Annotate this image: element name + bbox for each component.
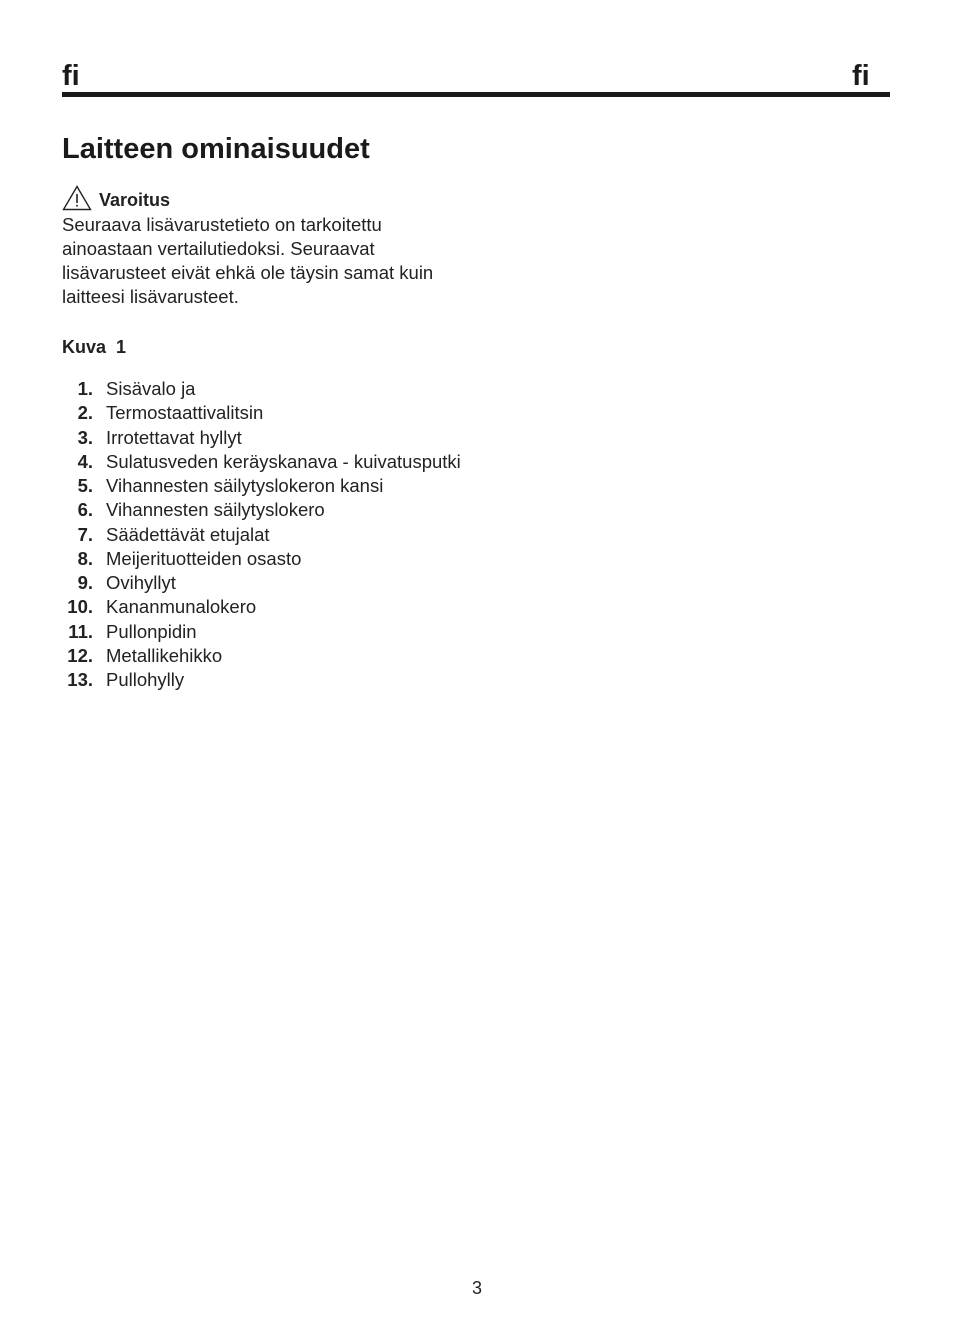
item-label: Säädettävät etujalat: [106, 523, 270, 545]
item-label: Irrotettavat hyllyt: [106, 426, 242, 448]
list-item: [62, 426, 461, 450]
warning-heading: [62, 184, 170, 212]
list-item: [62, 377, 461, 401]
list-item: [62, 523, 461, 547]
item-number: 1.: [77, 378, 93, 399]
list-item: [62, 498, 461, 522]
list-item: [62, 450, 461, 474]
list-item: [62, 474, 461, 498]
warning-text: Seuraava lisävarustetieto on tarkoitettu ainoastaan vertailutiedoksi. Seuraavat lisävarusteet eivät ehkä ole täysin samat kuin laitteesi lisävarusteet.: [62, 214, 434, 307]
item-number: 4.: [77, 450, 93, 472]
list-item: [62, 571, 461, 595]
item-number: 9.: [77, 572, 93, 593]
list-item: [62, 595, 461, 619]
item-label: Metallikehikko: [106, 644, 223, 666]
language-code-left: fi: [62, 60, 80, 92]
item-number: 7.: [77, 523, 93, 545]
item-label: Pullohylly: [106, 669, 185, 690]
page-number: 3: [471, 1278, 482, 1298]
item-label: Vihannesten säilytyslokero: [106, 499, 325, 521]
list-item: [62, 547, 461, 571]
warning-label: Varoitus: [99, 190, 171, 210]
item-number: 3.: [77, 426, 93, 448]
warning-triangle-icon: [62, 185, 92, 211]
item-label: Meijerituotteiden osasto: [106, 547, 302, 569]
list-item: [62, 401, 461, 425]
page-title: Laitteen ominaisuudet: [62, 133, 370, 165]
item-label: Kananmunalokero: [106, 596, 257, 618]
item-number: 10.: [67, 596, 93, 618]
item-number: 8.: [77, 547, 93, 569]
list-item: [62, 620, 461, 644]
item-label: Pullonpidin: [106, 620, 197, 642]
item-number: 12.: [67, 644, 93, 666]
item-number: 5.: [77, 475, 93, 496]
item-label: Vihannesten säilytyslokeron kansi: [106, 475, 384, 496]
item-label: Sulatusveden keräyskanava - kuivatusputki: [106, 450, 461, 472]
language-code-right: fi: [852, 60, 870, 92]
item-label: Termostaattivalitsin: [106, 402, 264, 424]
item-number: 2.: [77, 402, 93, 424]
item-number: 13.: [67, 669, 93, 690]
item-number: 11.: [68, 620, 93, 642]
list-item: [62, 644, 461, 668]
item-label: Sisävalo ja: [106, 378, 196, 399]
figure-label: Kuva 1: [62, 337, 127, 357]
header-divider: [62, 92, 890, 97]
list-item: [62, 668, 461, 692]
parts-list: [62, 377, 461, 692]
item-number: 6.: [77, 499, 93, 521]
item-label: Ovihyllyt: [106, 572, 176, 593]
